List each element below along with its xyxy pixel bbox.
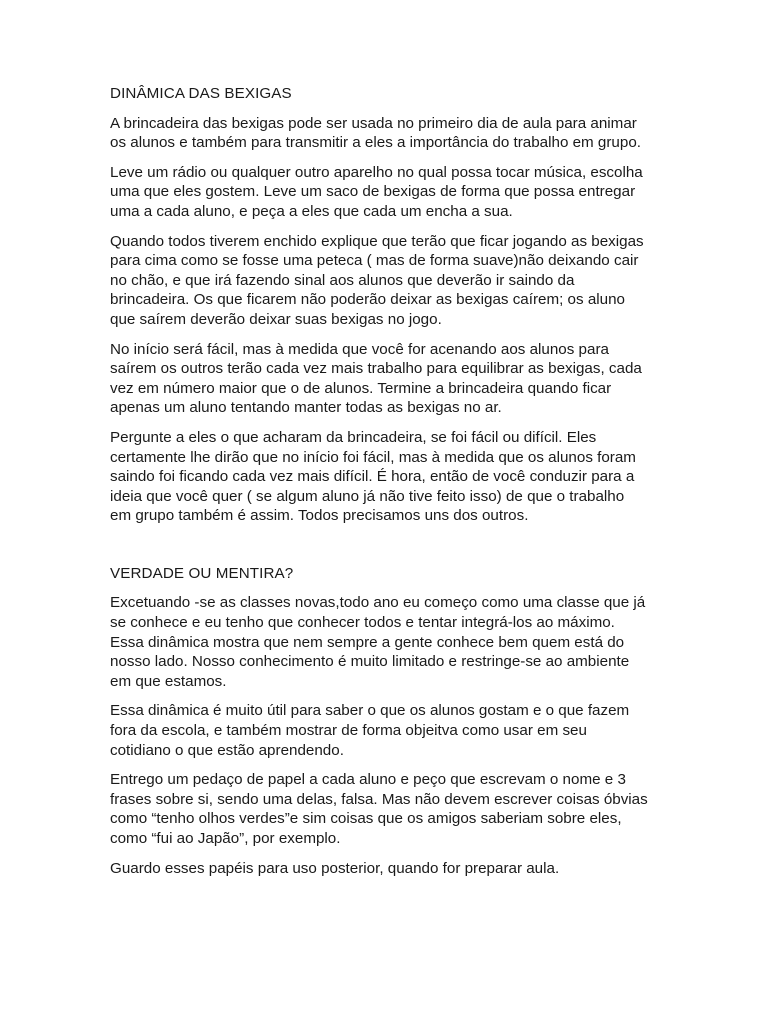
- paragraph: Entrego um pedaço de papel a cada aluno e peço que escrevam o nome e 3 frases sobre si, sendo uma delas, falsa. Mas não devem escrever coisas óbvias como “tenho olhos verdes”e sim coisas que os amigos saberiam sobre eles, como “fui ao Japão”, por exemplo.: [110, 771, 648, 847]
- paragraph: Leve um rádio ou qualquer outro aparelho no qual possa tocar música, escolha uma que eles gostem. Leve um saco de bexigas de forma que possa entregar uma a cada aluno, e peça a eles que cada um encha a sua.: [110, 163, 643, 220]
- paragraph: Pergunte a eles o que acharam da brincadeira, se foi fácil ou difícil. Eles certamente lhe dirão que no início foi fácil, mas à medida que os alunos foram saindo foi ficando cada vez mais difícil. É hora, então de você conduzir para a ideia que você quer ( se algum aluno já não tive feito isso) de que o trabalho em grupo também é assim. Todos precisamos uns dos outros.: [110, 428, 636, 525]
- paragraph: Excetuando -se as classes novas,todo ano eu começo como uma classe que já se conhece e eu tenho que conhecer todos e tentar integrá-los ao máximo. Essa dinâmica mostra que nem sempre a gente conhece bem quem está do nosso lado. Nosso conhecimento é muito limitado e restringe-se ao ambiente em que estamos.: [110, 594, 646, 690]
- paragraph: A brincadeira das bexigas pode ser usada no primeiro dia de aula para animar os alunos e também para transmitir a eles a importância do trabalho em grupo.: [110, 114, 641, 152]
- section-title: VERDADE OU MENTIRA?: [110, 564, 294, 582]
- section-spacer: [110, 536, 670, 564]
- document-content: [110, 84, 670, 888]
- paragraph: Guardo esses papéis para uso posterior, quando for preparar aula.: [110, 859, 560, 877]
- paragraph: No início será fácil, mas à medida que você for acenando aos alunos para saírem os outros terão cada vez mais trabalho para equilibrar as bexigas, cada vez em número maior que o de alunos. Termine a brincadeira quando ficar apenas um aluno tentando manter todas as bexigas no ar.: [110, 340, 642, 417]
- section-verdade-ou-mentira: [110, 564, 670, 878]
- section-dinamica-das-bexigas: [110, 84, 670, 526]
- paragraph: Essa dinâmica é muito útil para saber o que os alunos gostam e o que fazem fora da escola, e também mostrar de forma objeitva como usar em seu cotidiano o que estão aprendendo.: [110, 702, 630, 759]
- section-title: DINÂMICA DAS BEXIGAS: [110, 85, 292, 102]
- paragraph: Quando todos tiverem enchido explique que terão que ficar jogando as bexigas para cima como se fosse uma peteca ( mas de forma suave)não deixando cair no chão, e que irá fazendo sinal aos alunos que deverão ir saindo da brincadeira. Os que ficarem não poderão deixar as bexigas caírem; os aluno que saírem deverão deixar suas bexigas no jogo.: [110, 232, 644, 328]
